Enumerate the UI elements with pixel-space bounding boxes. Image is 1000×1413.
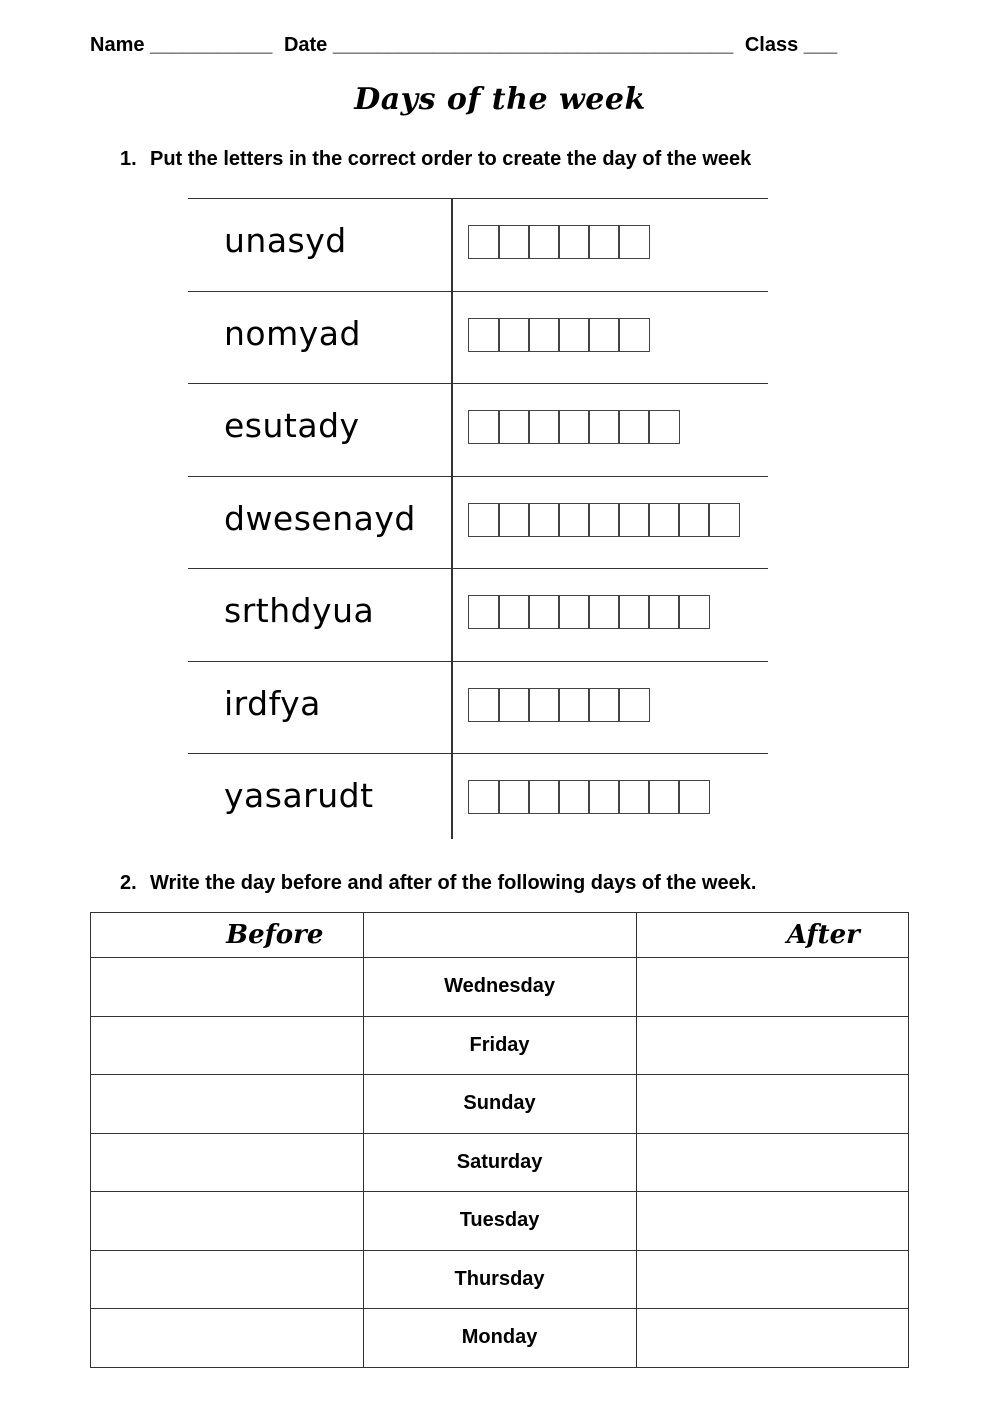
after-answer-cell[interactable]	[636, 1192, 908, 1251]
scramble-row	[188, 568, 768, 661]
letter-box[interactable]	[528, 688, 560, 722]
letter-box[interactable]	[468, 410, 500, 444]
question-1-instruction: Put the letters in the correct order to create the day of the week	[150, 148, 752, 170]
letter-box[interactable]	[588, 780, 620, 814]
letter-box[interactable]	[558, 688, 590, 722]
day-cell: Wednesday	[363, 958, 636, 1017]
after-column-header: After	[636, 913, 908, 958]
question-2-number: 2.	[120, 872, 137, 894]
letter-boxes	[468, 503, 740, 537]
day-cell: Thursday	[363, 1250, 636, 1309]
before-answer-cell[interactable]	[91, 1309, 364, 1368]
before-column-header: Before	[91, 913, 364, 958]
worksheet-header	[90, 34, 910, 57]
letter-box[interactable]	[468, 318, 500, 352]
day-cell: Saturday	[363, 1133, 636, 1192]
letter-box[interactable]	[528, 410, 560, 444]
letter-box[interactable]	[648, 503, 680, 537]
table-row	[91, 1016, 909, 1075]
letter-box[interactable]	[468, 225, 500, 259]
table-row	[91, 1192, 909, 1251]
scrambled-word: dwesenayd	[224, 498, 416, 538]
after-answer-cell[interactable]	[636, 1016, 908, 1075]
letter-boxes	[468, 225, 650, 259]
name-field-label[interactable]: Name ___________	[90, 34, 273, 56]
letter-box[interactable]	[558, 595, 590, 629]
date-field-label[interactable]: Date ____________________________________	[283, 34, 734, 56]
scrambled-word: esutady	[224, 406, 360, 445]
letter-box[interactable]	[678, 780, 710, 814]
question-1-number: 1.	[120, 148, 137, 170]
letter-boxes	[468, 780, 710, 814]
letter-boxes	[468, 410, 680, 444]
letter-box[interactable]	[468, 780, 500, 814]
question-2-heading	[120, 872, 756, 895]
letter-box[interactable]	[618, 780, 650, 814]
letter-box[interactable]	[618, 318, 650, 352]
letter-box[interactable]	[588, 225, 620, 259]
page-title: Days of the week	[354, 82, 646, 117]
before-answer-cell[interactable]	[91, 1133, 364, 1192]
letter-box[interactable]	[498, 780, 530, 814]
before-answer-cell[interactable]	[91, 958, 364, 1017]
scramble-row	[188, 476, 768, 569]
class-field-label[interactable]: Class ___	[744, 34, 838, 56]
letter-box[interactable]	[618, 503, 650, 537]
letter-box[interactable]	[648, 780, 680, 814]
before-after-table	[90, 912, 909, 1368]
letter-box[interactable]	[648, 410, 680, 444]
letter-box[interactable]	[498, 595, 530, 629]
letter-box[interactable]	[498, 688, 530, 722]
table-header-row	[91, 913, 909, 958]
before-answer-cell[interactable]	[91, 1250, 364, 1309]
letter-box[interactable]	[558, 410, 590, 444]
letter-box[interactable]	[528, 780, 560, 814]
after-answer-cell[interactable]	[636, 1075, 908, 1134]
letter-box[interactable]	[468, 688, 500, 722]
table-row	[91, 1309, 909, 1368]
letter-box[interactable]	[708, 503, 740, 537]
letter-box[interactable]	[468, 503, 500, 537]
letter-boxes	[468, 688, 650, 722]
letter-box[interactable]	[588, 318, 620, 352]
letter-box[interactable]	[588, 595, 620, 629]
letter-box[interactable]	[618, 225, 650, 259]
letter-box[interactable]	[558, 503, 590, 537]
scramble-row	[188, 291, 768, 384]
before-answer-cell[interactable]	[91, 1192, 364, 1251]
after-answer-cell[interactable]	[636, 1250, 908, 1309]
letter-box[interactable]	[558, 780, 590, 814]
table-row	[91, 1133, 909, 1192]
scramble-table	[188, 198, 768, 846]
letter-box[interactable]	[528, 503, 560, 537]
letter-box[interactable]	[498, 318, 530, 352]
letter-box[interactable]	[528, 318, 560, 352]
table-row	[91, 958, 909, 1017]
letter-box[interactable]	[588, 410, 620, 444]
scrambled-word: unasyd	[224, 221, 347, 260]
after-answer-cell[interactable]	[636, 1133, 908, 1192]
day-cell: Friday	[363, 1016, 636, 1075]
letter-box[interactable]	[558, 225, 590, 259]
before-answer-cell[interactable]	[91, 1075, 364, 1134]
letter-box[interactable]	[618, 595, 650, 629]
letter-box[interactable]	[468, 595, 500, 629]
letter-box[interactable]	[678, 503, 710, 537]
scrambled-word: nomyad	[224, 313, 361, 353]
question-1-heading	[120, 148, 751, 171]
day-column-header	[363, 913, 636, 958]
day-cell: Sunday	[363, 1075, 636, 1134]
letter-box[interactable]	[618, 688, 650, 722]
letter-box[interactable]	[678, 595, 710, 629]
after-answer-cell[interactable]	[636, 1309, 908, 1368]
scrambled-word: irdfya	[224, 683, 321, 723]
scramble-row	[188, 661, 768, 754]
day-cell: Tuesday	[363, 1192, 636, 1251]
letter-box[interactable]	[528, 225, 560, 259]
question-2-instruction: Write the day before and after of the following days of the week.	[150, 872, 757, 894]
letter-box[interactable]	[498, 503, 530, 537]
day-cell: Monday	[363, 1309, 636, 1368]
scrambled-word: srthdyua	[224, 591, 375, 630]
letter-box[interactable]	[618, 410, 650, 444]
scramble-row	[188, 753, 768, 846]
table-row	[91, 1250, 909, 1309]
letter-box[interactable]	[648, 595, 680, 629]
letter-boxes	[468, 595, 710, 629]
after-answer-cell[interactable]	[636, 958, 908, 1017]
letter-boxes	[468, 318, 650, 352]
scrambled-word: yasarudt	[224, 776, 374, 815]
letter-box[interactable]	[588, 503, 620, 537]
letter-box[interactable]	[588, 688, 620, 722]
scramble-row	[188, 383, 768, 476]
letter-box[interactable]	[528, 595, 560, 629]
table-row	[91, 1075, 909, 1134]
scramble-row	[188, 198, 768, 291]
letter-box[interactable]	[498, 410, 530, 444]
letter-box[interactable]	[498, 225, 530, 259]
letter-box[interactable]	[558, 318, 590, 352]
before-answer-cell[interactable]	[91, 1016, 364, 1075]
